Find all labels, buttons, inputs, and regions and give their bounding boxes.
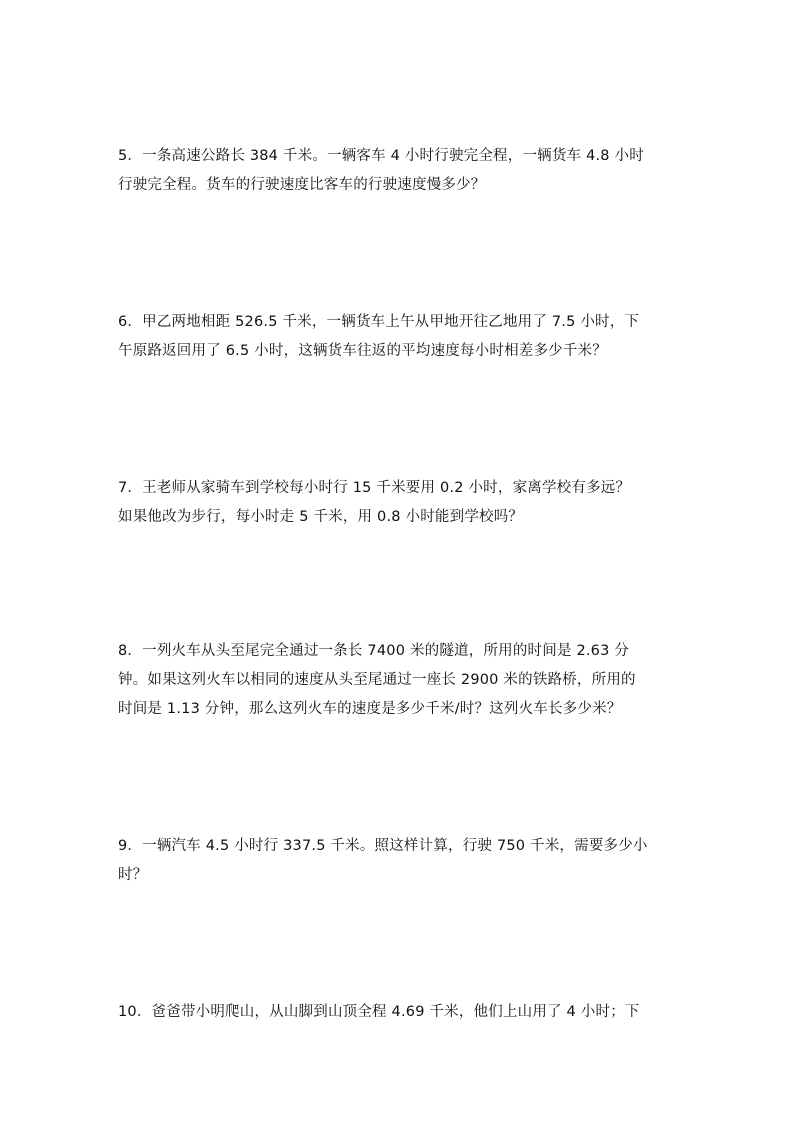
problem-line: 5．一条高速公路长 384 千米。一辆客车 4 小时行驶完全程，一辆货车 4.8 小时	[118, 148, 644, 164]
problem-7	[118, 476, 678, 534]
problem-line: 时？	[118, 867, 148, 883]
problem-line: 9．一辆汽车 4.5 小时行 337.5 千米。照这样计算，行驶 750 千米，需要多少小	[118, 838, 648, 854]
problem-line: 8．一列火车从头至尾完全通过一条长 7400 米的隧道，所用的时间是 2.63 分	[118, 643, 630, 659]
problem-10	[118, 1000, 678, 1029]
problem-8	[118, 639, 678, 726]
problem-line: 6．甲乙两地相距 526.5 千米，一辆货车上午从甲地开往乙地用了 7.5 小时，下	[118, 314, 640, 330]
problem-line: 时间是 1.13 分钟，那么这列火车的速度是多少千米/时？这列火车长多少米？	[118, 701, 622, 717]
problem-6	[118, 310, 678, 368]
problem-line: 7．王老师从家骑车到学校每小时行 15 千米要用 0.2 小时，家离学校有多远？	[118, 480, 631, 496]
problem-line: 钟。如果这列火车以相同的速度从头至尾通过一座长 2900 米的铁路桥，所用的	[118, 672, 636, 688]
problem-9	[118, 834, 678, 892]
problem-5	[118, 144, 678, 202]
problem-line: 10．爸爸带小明爬山，从山脚到山顶全程 4.69 千米，他们上山用了 4 小时；下	[118, 1004, 640, 1020]
problem-line: 如果他改为步行，每小时走 5 千米，用 0.8 小时能到学校吗？	[118, 509, 524, 525]
problem-line: 午原路返回用了 6.5 小时，这辆货车往返的平均速度每小时相差多少千米？	[118, 343, 607, 359]
problem-line: 行驶完全程。货车的行驶速度比客车的行驶速度慢多少？	[118, 177, 486, 193]
